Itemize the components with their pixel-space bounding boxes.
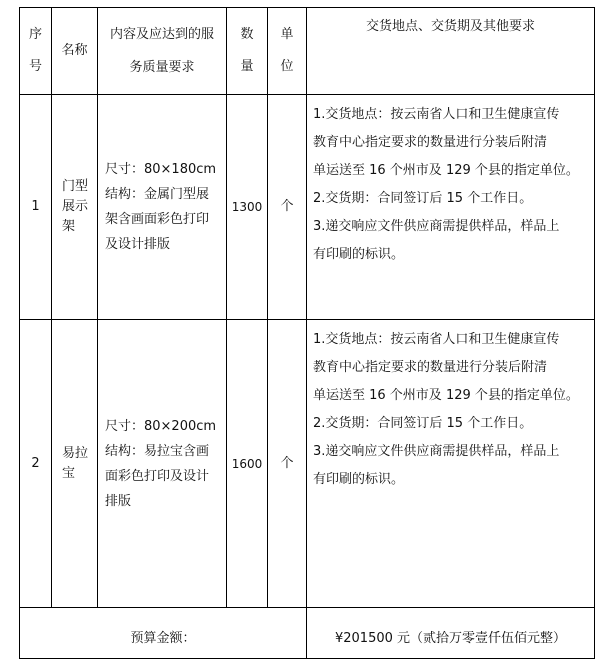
row-spec bbox=[98, 320, 227, 608]
req-line: 1.交货地点：按云南省人口和卫生健康宣传 bbox=[313, 332, 560, 347]
header-content bbox=[98, 8, 227, 95]
row-name bbox=[52, 320, 98, 608]
header-name: 名称 bbox=[52, 8, 98, 95]
header-seq-line: 号 bbox=[28, 59, 42, 74]
header-unit bbox=[268, 8, 307, 95]
header-qty-line: 数 bbox=[240, 27, 254, 42]
row-unit: 个 bbox=[268, 320, 307, 608]
req-line: 单运送至 16 个州市及 129 个县的指定单位。 bbox=[313, 163, 579, 178]
header-content-line: 内容及应达到的服 bbox=[109, 27, 214, 42]
row-name-line: 宝 bbox=[62, 465, 76, 481]
budget-label: 预算金额： bbox=[20, 608, 307, 659]
budget-row bbox=[20, 608, 595, 659]
row-name bbox=[52, 95, 98, 320]
table-row bbox=[20, 320, 595, 608]
spec-line: 结构：金属门型展 bbox=[105, 187, 210, 202]
spec-line: 及设计排版 bbox=[105, 237, 171, 252]
row-requirements bbox=[307, 320, 595, 608]
spec-line: 尺寸：80×180cm bbox=[105, 162, 217, 177]
row-qty: 1300 bbox=[227, 95, 268, 320]
row-requirements bbox=[307, 95, 595, 320]
header-qty bbox=[227, 8, 268, 95]
req-line: 教育中心指定要求的数量进行分装后附清 bbox=[313, 135, 548, 150]
req-line: 2.交货期：合同签订后 15 个工作日。 bbox=[313, 416, 533, 431]
header-unit-line: 单 bbox=[280, 27, 294, 42]
spec-line: 结构：易拉宝含画 bbox=[105, 443, 210, 459]
header-requirements: 交货地点、交货期及其他要求 bbox=[307, 8, 595, 95]
row-seq: 2 bbox=[20, 320, 52, 608]
table-row bbox=[20, 95, 595, 320]
req-line: 有印刷的标识。 bbox=[313, 472, 405, 487]
row-seq: 1 bbox=[20, 95, 52, 320]
header-seq-line: 序 bbox=[28, 27, 42, 42]
header-qty-line: 量 bbox=[240, 59, 254, 74]
spec-line: 架含画面彩色打印 bbox=[105, 212, 210, 227]
req-line: 3.递交响应文件供应商需提供样品，样品上 bbox=[313, 444, 560, 459]
row-qty: 1600 bbox=[227, 320, 268, 608]
req-line: 2.交货期：合同签订后 15 个工作日。 bbox=[313, 191, 533, 206]
spec-line: 排版 bbox=[105, 493, 132, 509]
header-unit-line: 位 bbox=[280, 59, 294, 74]
row-name-line: 易拉 bbox=[62, 445, 89, 461]
header-content-line: 务质量要求 bbox=[129, 60, 195, 75]
row-unit: 个 bbox=[268, 95, 307, 320]
req-line: 单运送至 16 个州市及 129 个县的指定单位。 bbox=[313, 388, 579, 403]
req-line: 有印刷的标识。 bbox=[313, 247, 405, 262]
req-line: 3.递交响应文件供应商需提供样品，样品上 bbox=[313, 219, 560, 234]
budget-amount: ¥201500 元（贰拾万零壹仟伍佰元整） bbox=[307, 608, 595, 659]
row-name-line: 架 bbox=[62, 219, 76, 234]
spec-line: 尺寸：80×200cm bbox=[105, 418, 217, 434]
header-seq bbox=[20, 8, 52, 95]
req-line: 1.交货地点：按云南省人口和卫生健康宣传 bbox=[313, 107, 560, 122]
req-line: 教育中心指定要求的数量进行分装后附清 bbox=[313, 360, 548, 375]
spec-line: 面彩色打印及设计 bbox=[105, 468, 210, 484]
procurement-table bbox=[19, 7, 595, 659]
row-name-line: 门型 bbox=[62, 179, 89, 194]
row-name-line: 展示 bbox=[62, 199, 89, 214]
header-row bbox=[20, 8, 595, 95]
row-spec bbox=[98, 95, 227, 320]
